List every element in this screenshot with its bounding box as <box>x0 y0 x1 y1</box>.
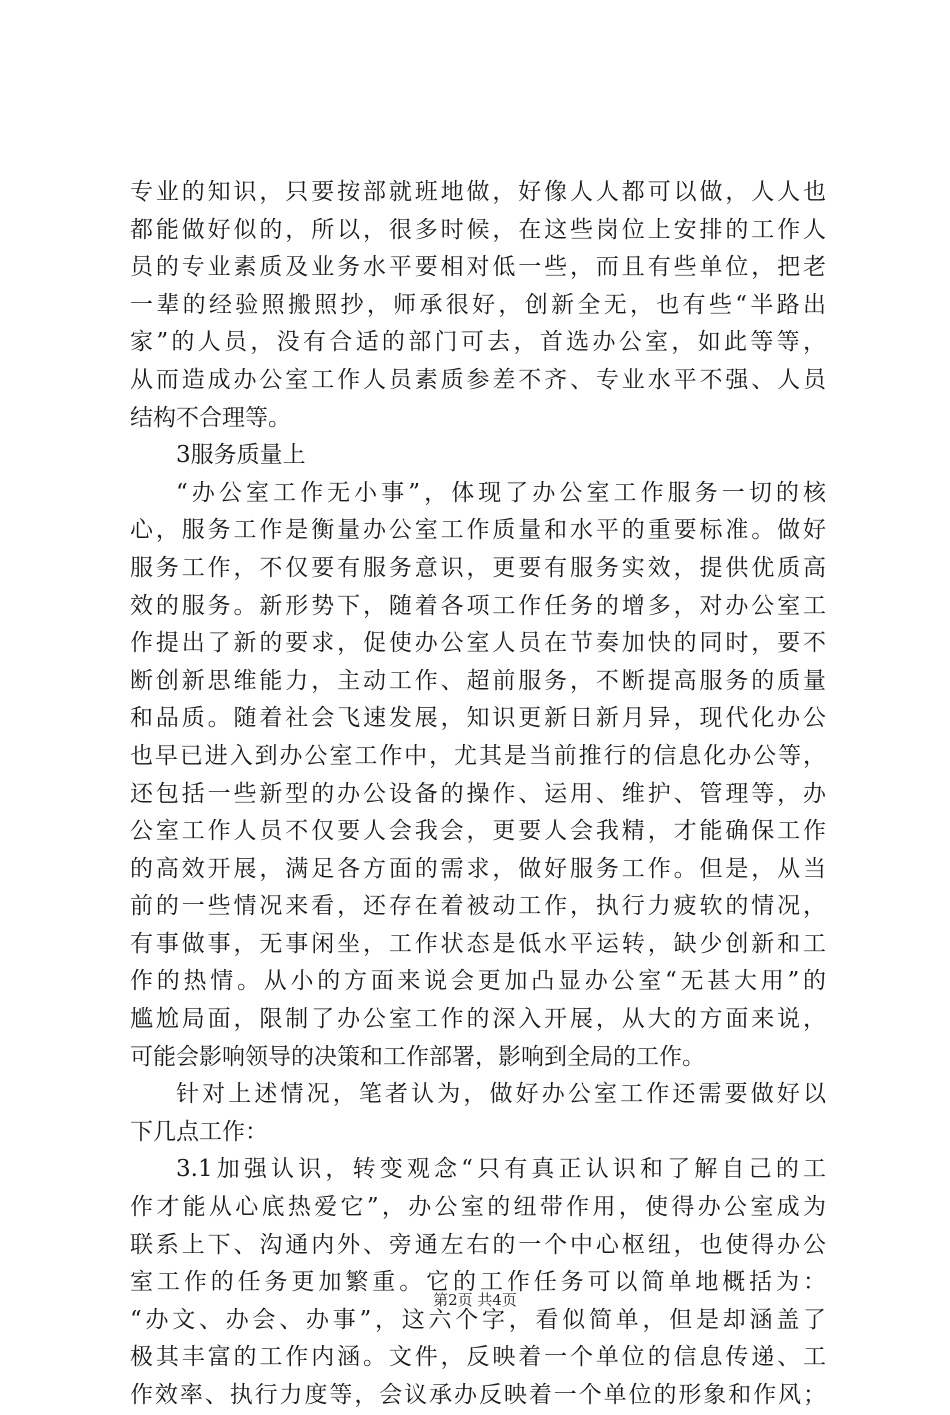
text-line: 有事做事，无事闲坐，工作状态是低水平运转，缺少创新和工 <box>130 930 826 957</box>
text-line: 尴尬局面，限制了办公室工作的深入开展，从大的方面来说， <box>130 1006 826 1033</box>
text-line: 下几点工作： <box>130 1118 268 1145</box>
text-line: 都能做好似的，所以，很多时候，在这些岗位上安排的工作人 <box>130 216 826 243</box>
text-line: 家”的人员，没有合适的部门可去，首选办公室，如此等等， <box>130 329 826 356</box>
text-line: 作提出了新的要求，促使办公室人员在节奏加快的同时，要不 <box>130 630 826 657</box>
text-line: 针对上述情况，笔者认为，做好办公室工作还需要做好以 <box>176 1081 826 1108</box>
text-line: 的高效开展，满足各方面的需求，做好服务工作。但是，从当 <box>130 855 826 882</box>
text-line: 3.1加强认识，转变观念“只有真正认识和了解自己的工 <box>176 1156 826 1183</box>
text-line: 专业的知识，只要按部就班地做，好像人人都可以做，人人也 <box>130 179 826 205</box>
text-line: 前的一些情况来看，还存在着被动工作，执行力疲软的情况， <box>130 893 826 920</box>
text-line: 3服务质量上 <box>176 442 306 469</box>
text-line: 服务工作，不仅要有服务意识，更要有服务实效，提供优质高 <box>130 554 826 581</box>
text-line: 心，服务工作是衡量办公室工作质量和水平的重要标准。做好 <box>130 517 826 544</box>
text-line: 公室工作人员不仅要人会我会，更要人会我精，才能确保工作 <box>130 818 826 845</box>
text-line: 作的热情。从小的方面来说会更加凸显办公室“无甚大用”的 <box>130 968 826 995</box>
text-line: “办公室工作无小事”，体现了办公室工作服务一切的核 <box>176 479 826 506</box>
text-line: 联系上下、沟通内外、旁通左右的一个中心枢纽，也使得办公 <box>130 1231 826 1258</box>
text-line: 作效率、执行力度等，会议承办反映着一个单位的形象和作风； <box>130 1382 826 1408</box>
text-line: 极其丰富的工作内涵。文件，反映着一个单位的信息传递、工 <box>130 1344 826 1371</box>
text-line: 员的专业素质及业务水平要相对低一些，而且有些单位，把老 <box>130 254 826 281</box>
text-line: 效的服务。新形势下，随着各项工作任务的增多，对办公室工 <box>130 592 826 619</box>
text-line: 还包括一些新型的办公设备的操作、运用、维护、管理等，办 <box>130 780 826 807</box>
document-body <box>130 174 826 1415</box>
text-line: 结构不合理等。 <box>130 404 291 431</box>
text-line: 断创新思维能力，主动工作、超前服务，不断提高服务的质量 <box>130 667 826 694</box>
text-line: “办文、办会、办事”，这六个字，看似简单，但是却涵盖了 <box>130 1306 826 1333</box>
text-line: 作才能从心底热爱它”，办公室的纽带作用，使得办公室成为 <box>130 1194 826 1221</box>
text-line: 一辈的经验照搬照抄，师承很好，创新全无，也有些“半路出 <box>130 291 826 318</box>
text-line: 也早已进入到办公室工作中，尤其是当前推行的信息化办公等， <box>130 742 826 769</box>
page-footer: 第2页 共4页 <box>433 1291 517 1309</box>
text-line: 室工作的任务更加繁重。它的工作任务可以简单地概括为： <box>130 1269 826 1296</box>
text-line: 可能会影响领导的决策和工作部署，影响到全局的工作。 <box>130 1043 705 1070</box>
text-line: 从而造成办公室工作人员素质参差不齐、专业水平不强、人员 <box>130 366 826 393</box>
text-line: 和品质。随着社会飞速发展，知识更新日新月异，现代化办公 <box>130 705 826 732</box>
